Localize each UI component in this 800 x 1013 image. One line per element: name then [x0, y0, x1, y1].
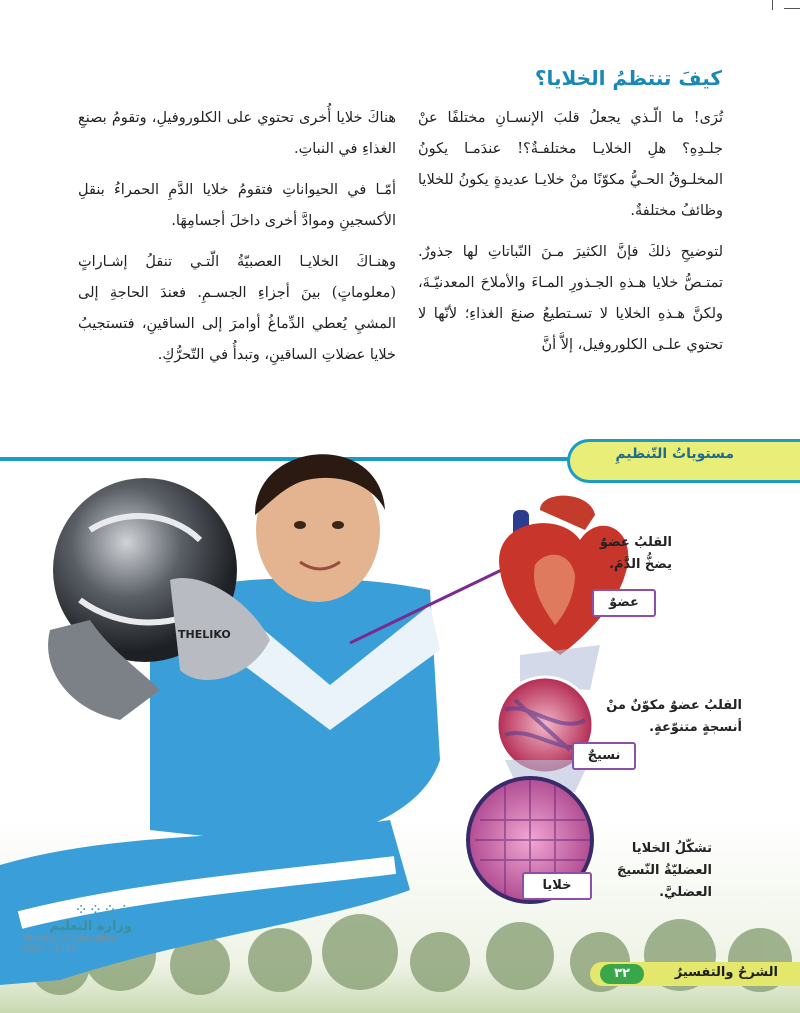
cells-tag: خلايا [522, 872, 592, 900]
tissue-caption: القلبُ عضوٌ مكوّنٌ منْ أنسجةٍ متنوّعةٍ. [606, 698, 742, 735]
paragraph: لتوضيحِ ذلكَ فإنَّ الكثيرَ مـنَ النّباتاتِ لها جذورٌ. تمتـصُّ خلايا هـذهِ الجـذورِ المـاءَ والأملاحَ المعدنيّـةَ، ولكنَّ هـذهِ الخلايا لا تسـتطيعُ صنعَ الغذاءِ؛ لأنّها لا تحتوي علـى الكلوروفيل، إلاَّ أنَّ [418, 244, 723, 353]
paragraph: هناكَ خلايا أُخرى تحتوي على الكلوروفيلِ، وتقومُ بصنعِ الغذاءِ في النباتِ. [78, 110, 396, 157]
page-number: ٣٢ [600, 964, 644, 984]
tissue-tag: نسيجٌ [572, 742, 636, 770]
ministry-year: 2024 - 1446 [22, 944, 77, 954]
text-column-right [418, 103, 723, 371]
ministry-name-en: Ministry of Education [22, 934, 117, 944]
crop-mark-right [784, 8, 800, 9]
cells-caption: تشكّلُ الخلايا العضليّةُ النّسيجَ العضليَّ. [616, 841, 712, 900]
footer-bar [590, 962, 800, 986]
organ-caption: القلبُ عضوٌ يضخُّ الدَّمَ. [599, 535, 672, 572]
paragraph: وهنـاكَ الخلايـا العصبيّةُ الّتـي تنقلُ إشـاراتٍ (معلوماتٍ) بينَ أجزاءِ الجسـمِ. فعندَ الحاجةِ إلى المشيِ يُعطي الدِّماغُ أوامرَ إلى الساقينِ، فتستجيبُ خلايا عضلاتِ الساقينِ، وتبدأُ في التّحرُّكِ. [78, 254, 396, 363]
glove-brand: THELIKO [178, 628, 231, 641]
ministry-name-ar: وزارة التعليم [49, 919, 132, 934]
paragraph: أمّـا في الحيواناتِ فتقومُ خلايا الدَّمِ الحمراءُ بنقلِ الأكسجينِ وموادَّ أخرى داخلَ أجسامِهَا. [78, 182, 396, 229]
boy-eye [294, 521, 306, 529]
crop-mark-top [772, 0, 773, 10]
paragraph: تُرَى! ما الّـذي يجعلُ قلبَ الإنسـانِ مختلفًا عنْ جلـدِهِ؟ هلِ الخلايـا مختلفـةٌ؟! عندَمـا يكونُ المخلـوقُ الحـيُّ مكوّنًا منْ خلايـا عديدةٍ يكونُ للخلايا وظائفُ مختلفةٌ. [418, 110, 723, 219]
ministry-logo [22, 900, 132, 954]
organ-tag: عضوٌ [592, 589, 656, 617]
footer-label: الشرحُ والتفسيرُ [674, 965, 778, 980]
boy-eye [332, 521, 344, 529]
section-label: مستوياتُ التّنظيمِ [615, 446, 734, 462]
text-column-left [78, 103, 396, 381]
page-title: كيفَ تنتظمُ الخلايا؟ [534, 66, 722, 90]
ministry-logo-mark: ⁘⁘⁘⁘ [74, 900, 132, 919]
